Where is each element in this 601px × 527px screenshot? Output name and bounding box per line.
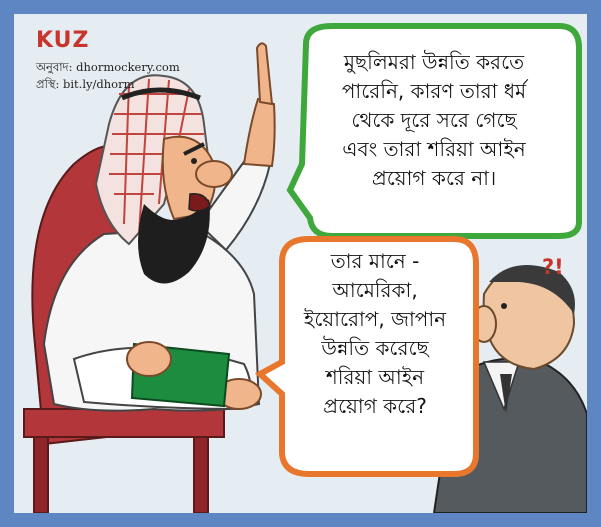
man-eye — [501, 303, 507, 309]
speech-line: তার মানে - — [330, 249, 420, 273]
reaction-mark: ?! — [542, 255, 564, 279]
page-credit: প্রস্থি: bit.ly/dhorm — [36, 77, 135, 91]
speech-line: মুছলিমরা উন্নতি করতে — [343, 50, 525, 74]
pointing-finger — [257, 43, 272, 104]
speech-line: এবং তারা শরিয়া আইন — [342, 137, 526, 161]
speech-line: শরিয়া আইন — [325, 365, 425, 389]
speech-line: প্রয়োগ করে না। — [371, 166, 497, 190]
speech-line: ইয়োরোপ, জাপান — [303, 307, 447, 331]
throne-leg — [194, 437, 208, 513]
speech-line: উন্নতি করেছে — [321, 336, 429, 360]
cleric-hand — [127, 342, 171, 376]
brand-logo: KUZ — [36, 28, 90, 53]
speech-line: থেকে দূরে সরে গেছে — [351, 108, 517, 132]
speech-line: পারেনি, কারণ তারা ধর্ম — [341, 79, 527, 103]
comic-panel — [14, 14, 587, 513]
translation-credit: অনুবাদ: dhormockery.com — [36, 60, 180, 74]
cleric-speech-text — [314, 48, 554, 193]
man-speech-text — [270, 247, 480, 421]
cleric-eye — [191, 158, 197, 164]
speech-line: আমেরিকা, — [332, 278, 418, 302]
throne-leg — [34, 437, 48, 513]
cleric-nose — [196, 161, 232, 187]
throne-seat — [24, 409, 224, 437]
speech-line: প্রয়োগ করে? — [323, 394, 427, 418]
cleric-raised-hand — [244, 99, 275, 166]
